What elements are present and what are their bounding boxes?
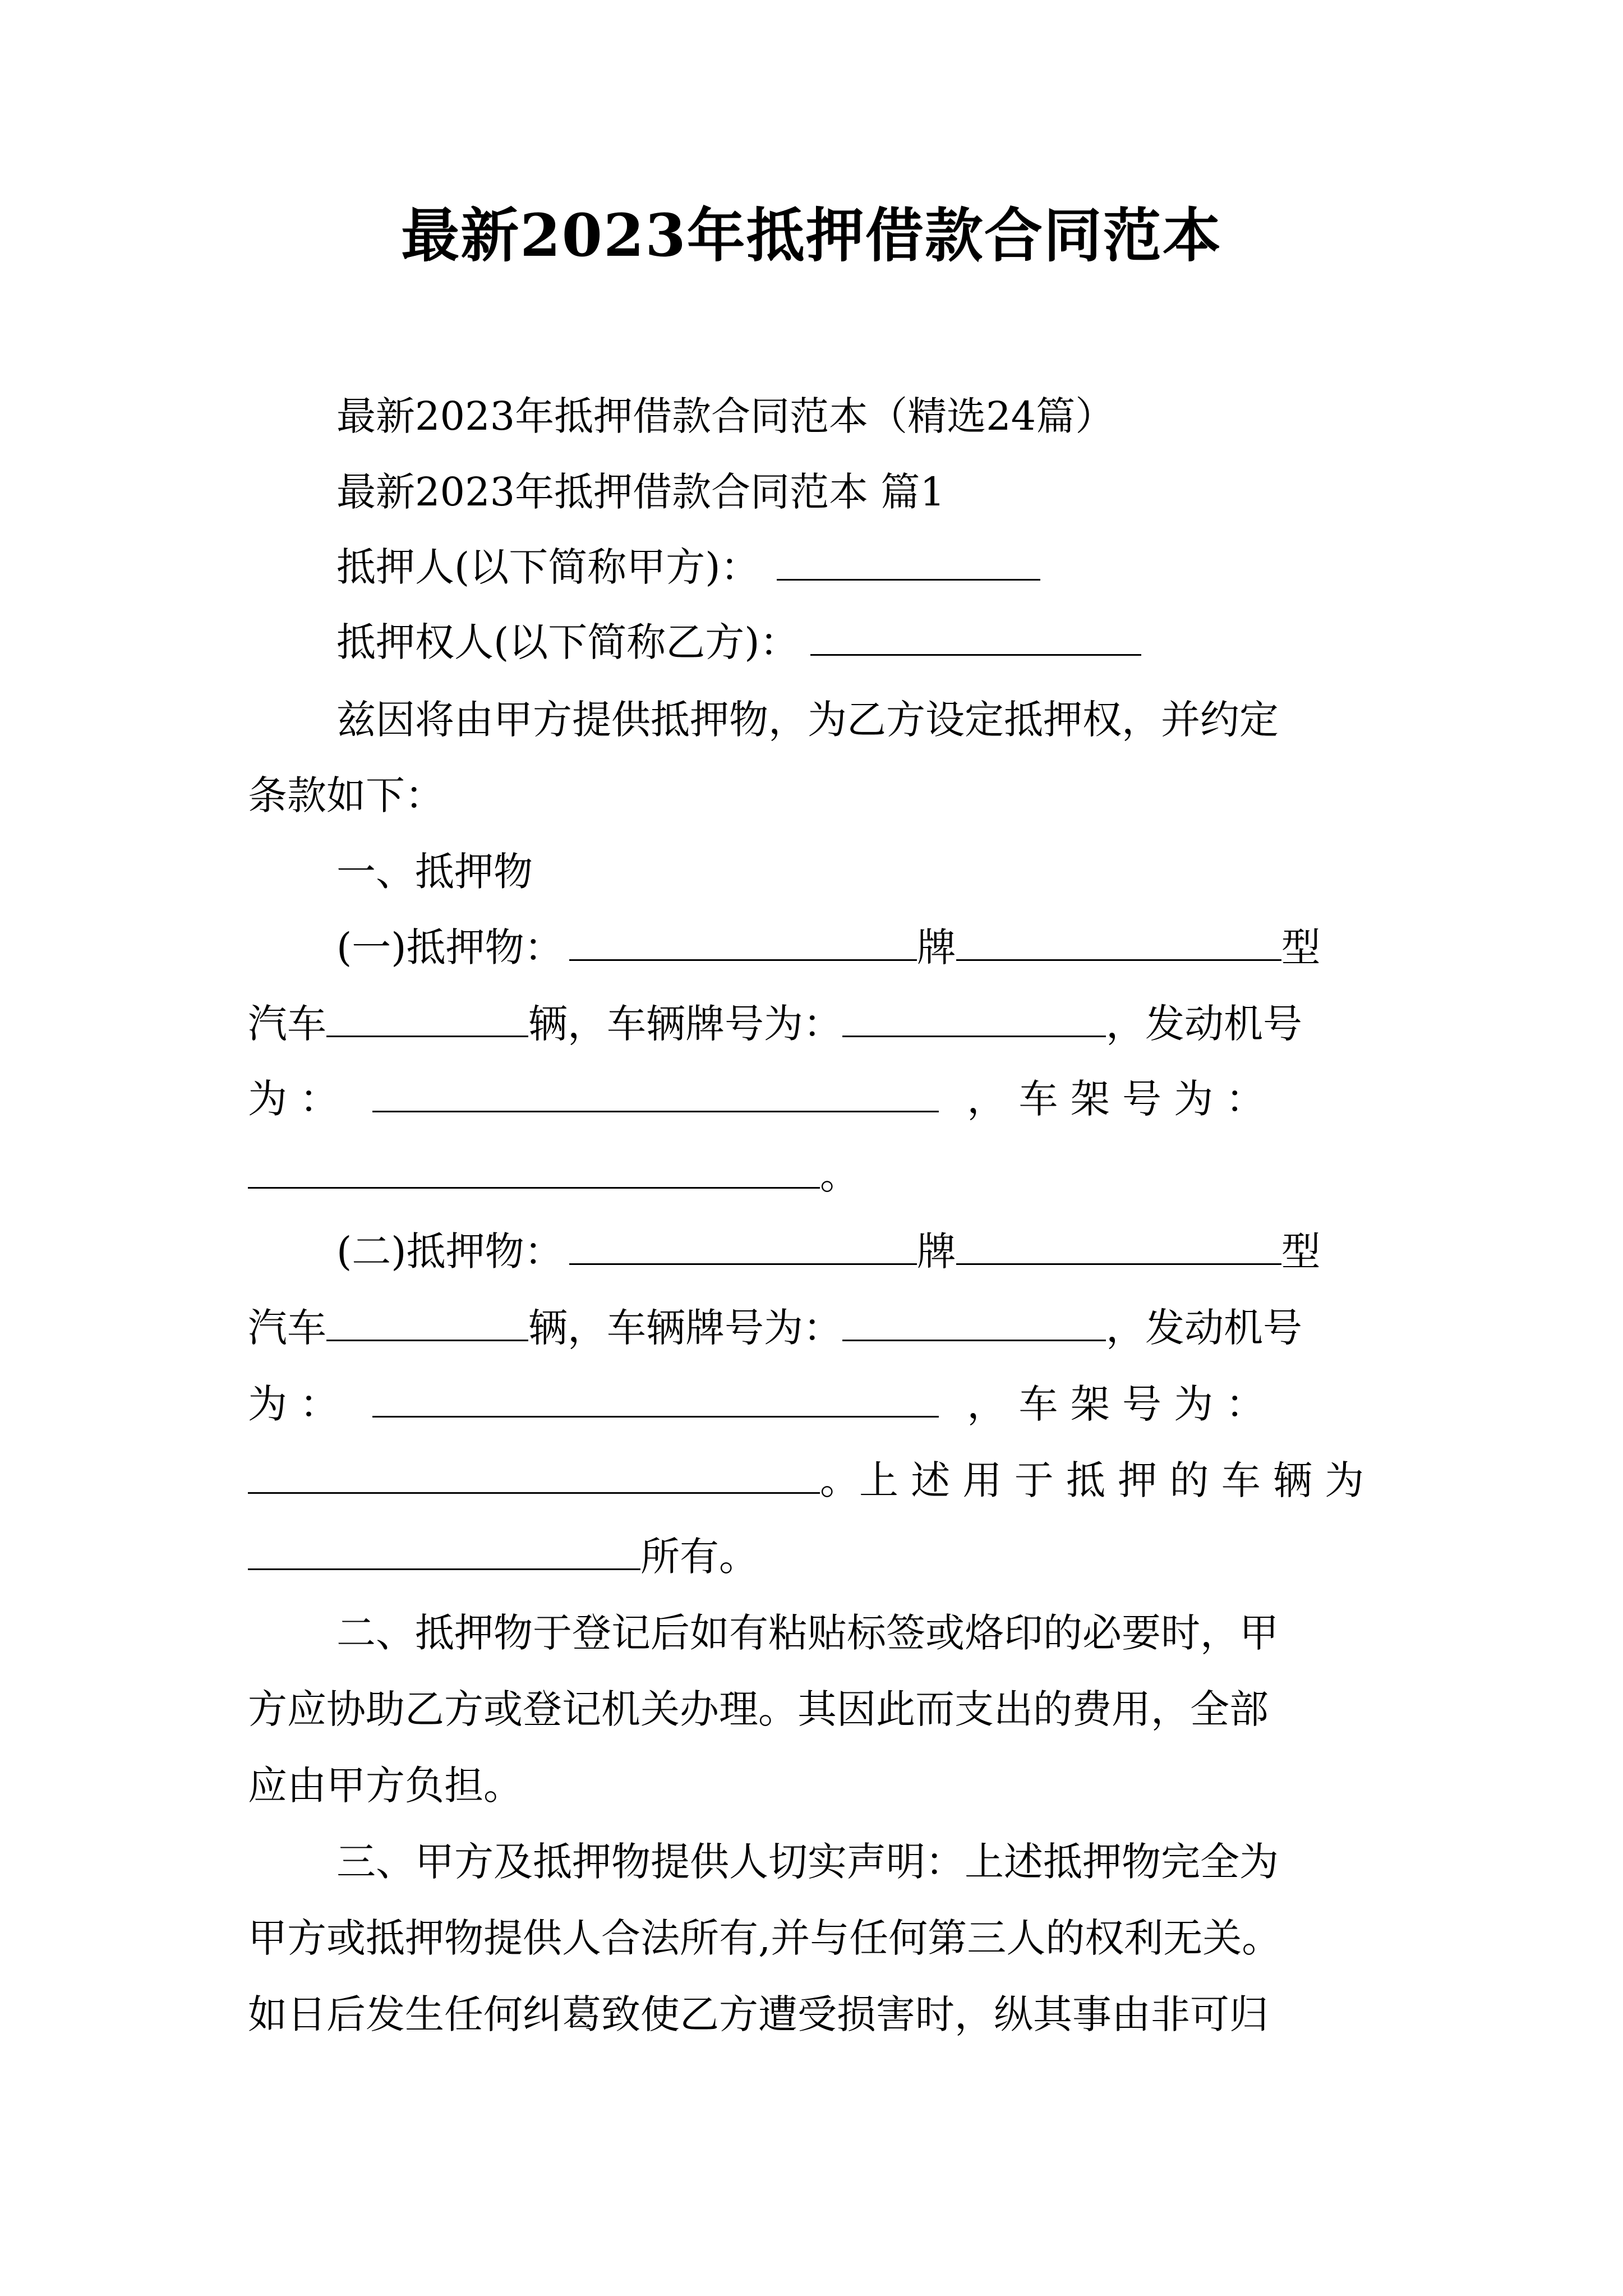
item2-row-1 xyxy=(336,1226,1321,1277)
section-2-line-3: 应由甲方负担。 xyxy=(248,1763,523,1809)
item1-engine-blank[interactable] xyxy=(372,1076,939,1112)
item2-brand-suffix: 牌 xyxy=(916,1228,956,1274)
item1-car-label: 汽车 xyxy=(248,1001,326,1047)
mortgagor-label: 抵押人(以下简称甲方)： xyxy=(336,544,760,590)
item1-engine-label: ，发动机号 xyxy=(1106,1001,1302,1047)
item1-brand-suffix: 牌 xyxy=(916,924,956,970)
item2-model-suffix: 型 xyxy=(1281,1228,1321,1274)
item2-frame-label: ， 车 架 号 为 ： xyxy=(967,1381,1265,1427)
section-3-line-2: 甲方或抵押物提供人合法所有,并与任何第三人的权利无关。 xyxy=(248,1915,1281,1961)
mortgagor-blank[interactable] xyxy=(777,544,1040,581)
section-2-line-1: 二、抵押物于登记后如有粘贴标签或烙印的必要时，甲 xyxy=(336,1610,1279,1656)
item2-brand-blank[interactable] xyxy=(569,1228,917,1265)
item2-frame-blank[interactable] xyxy=(248,1457,820,1494)
item2-label: (二)抵押物： xyxy=(336,1228,564,1274)
item1-row-1 xyxy=(336,922,1321,973)
item1-row-4 xyxy=(248,1150,859,1200)
section-1-heading: 一、抵押物 xyxy=(336,849,533,895)
item2-row-2 xyxy=(248,1303,1302,1353)
item2-owner-blank[interactable] xyxy=(248,1534,640,1570)
item1-plate-blank[interactable] xyxy=(842,1001,1106,1037)
item2-plate-label: 辆，车辆牌号为： xyxy=(528,1305,842,1351)
item2-engine-label: ，发动机号 xyxy=(1106,1305,1302,1351)
item2-owner-suffix: 所有。 xyxy=(640,1534,758,1580)
mortgagor-line xyxy=(336,542,1040,592)
item1-engine-label-2: 为 ： xyxy=(248,1076,339,1122)
item1-count-blank[interactable] xyxy=(326,1001,528,1037)
item2-owner-intro: 。上 述 用 于 抵 押 的 车 辆 为 xyxy=(820,1457,1364,1503)
item2-row-3 xyxy=(248,1379,1265,1429)
section-3-line-1: 三、甲方及抵押物提供人切实声明：上述抵押物完全为 xyxy=(336,1839,1279,1885)
item1-label: (一)抵押物： xyxy=(336,924,564,970)
item2-car-label: 汽车 xyxy=(248,1305,326,1351)
part-heading: 最新2023年抵押借款合同范本 篇1 xyxy=(336,469,945,515)
item2-row-4 xyxy=(248,1455,1364,1506)
item2-count-blank[interactable] xyxy=(326,1305,528,1341)
item1-frame-blank[interactable] xyxy=(248,1152,820,1189)
mortgagee-label: 抵押权人(以下简称乙方)： xyxy=(336,619,799,665)
subtitle-line: 最新2023年抵押借款合同范本（精选24篇） xyxy=(336,393,1115,439)
item1-row-2 xyxy=(248,999,1302,1049)
mortgagee-blank[interactable] xyxy=(810,619,1141,656)
intro-line-2: 条款如下： xyxy=(248,772,444,818)
section-3-line-3: 如日后发生任何纠葛致使乙方遭受损害时，纵其事由非可归 xyxy=(248,1991,1269,2037)
item1-row-3 xyxy=(248,1074,1265,1124)
item1-plate-label: 辆，车辆牌号为： xyxy=(528,1001,842,1047)
item1-end: 。 xyxy=(820,1152,859,1198)
item1-frame-label: ， 车 架 号 为 ： xyxy=(967,1076,1265,1122)
section-2-line-2: 方应协助乙方或登记机关办理。其因此而支出的费用，全部 xyxy=(248,1686,1269,1732)
item2-engine-label-2: 为 ： xyxy=(248,1381,339,1427)
item2-row-5 xyxy=(248,1531,758,1582)
item1-model-suffix: 型 xyxy=(1281,924,1321,970)
mortgagee-line xyxy=(336,617,1141,668)
item2-plate-blank[interactable] xyxy=(842,1305,1106,1341)
item1-brand-blank[interactable] xyxy=(569,924,917,961)
item2-model-blank[interactable] xyxy=(956,1228,1281,1265)
item2-engine-blank[interactable] xyxy=(372,1381,939,1418)
document-title: 最新2023年抵押借款合同范本 xyxy=(401,201,1222,270)
intro-line-1: 兹因将由甲方提供抵押物，为乙方设定抵押权，并约定 xyxy=(336,697,1279,743)
item1-model-blank[interactable] xyxy=(956,924,1281,961)
